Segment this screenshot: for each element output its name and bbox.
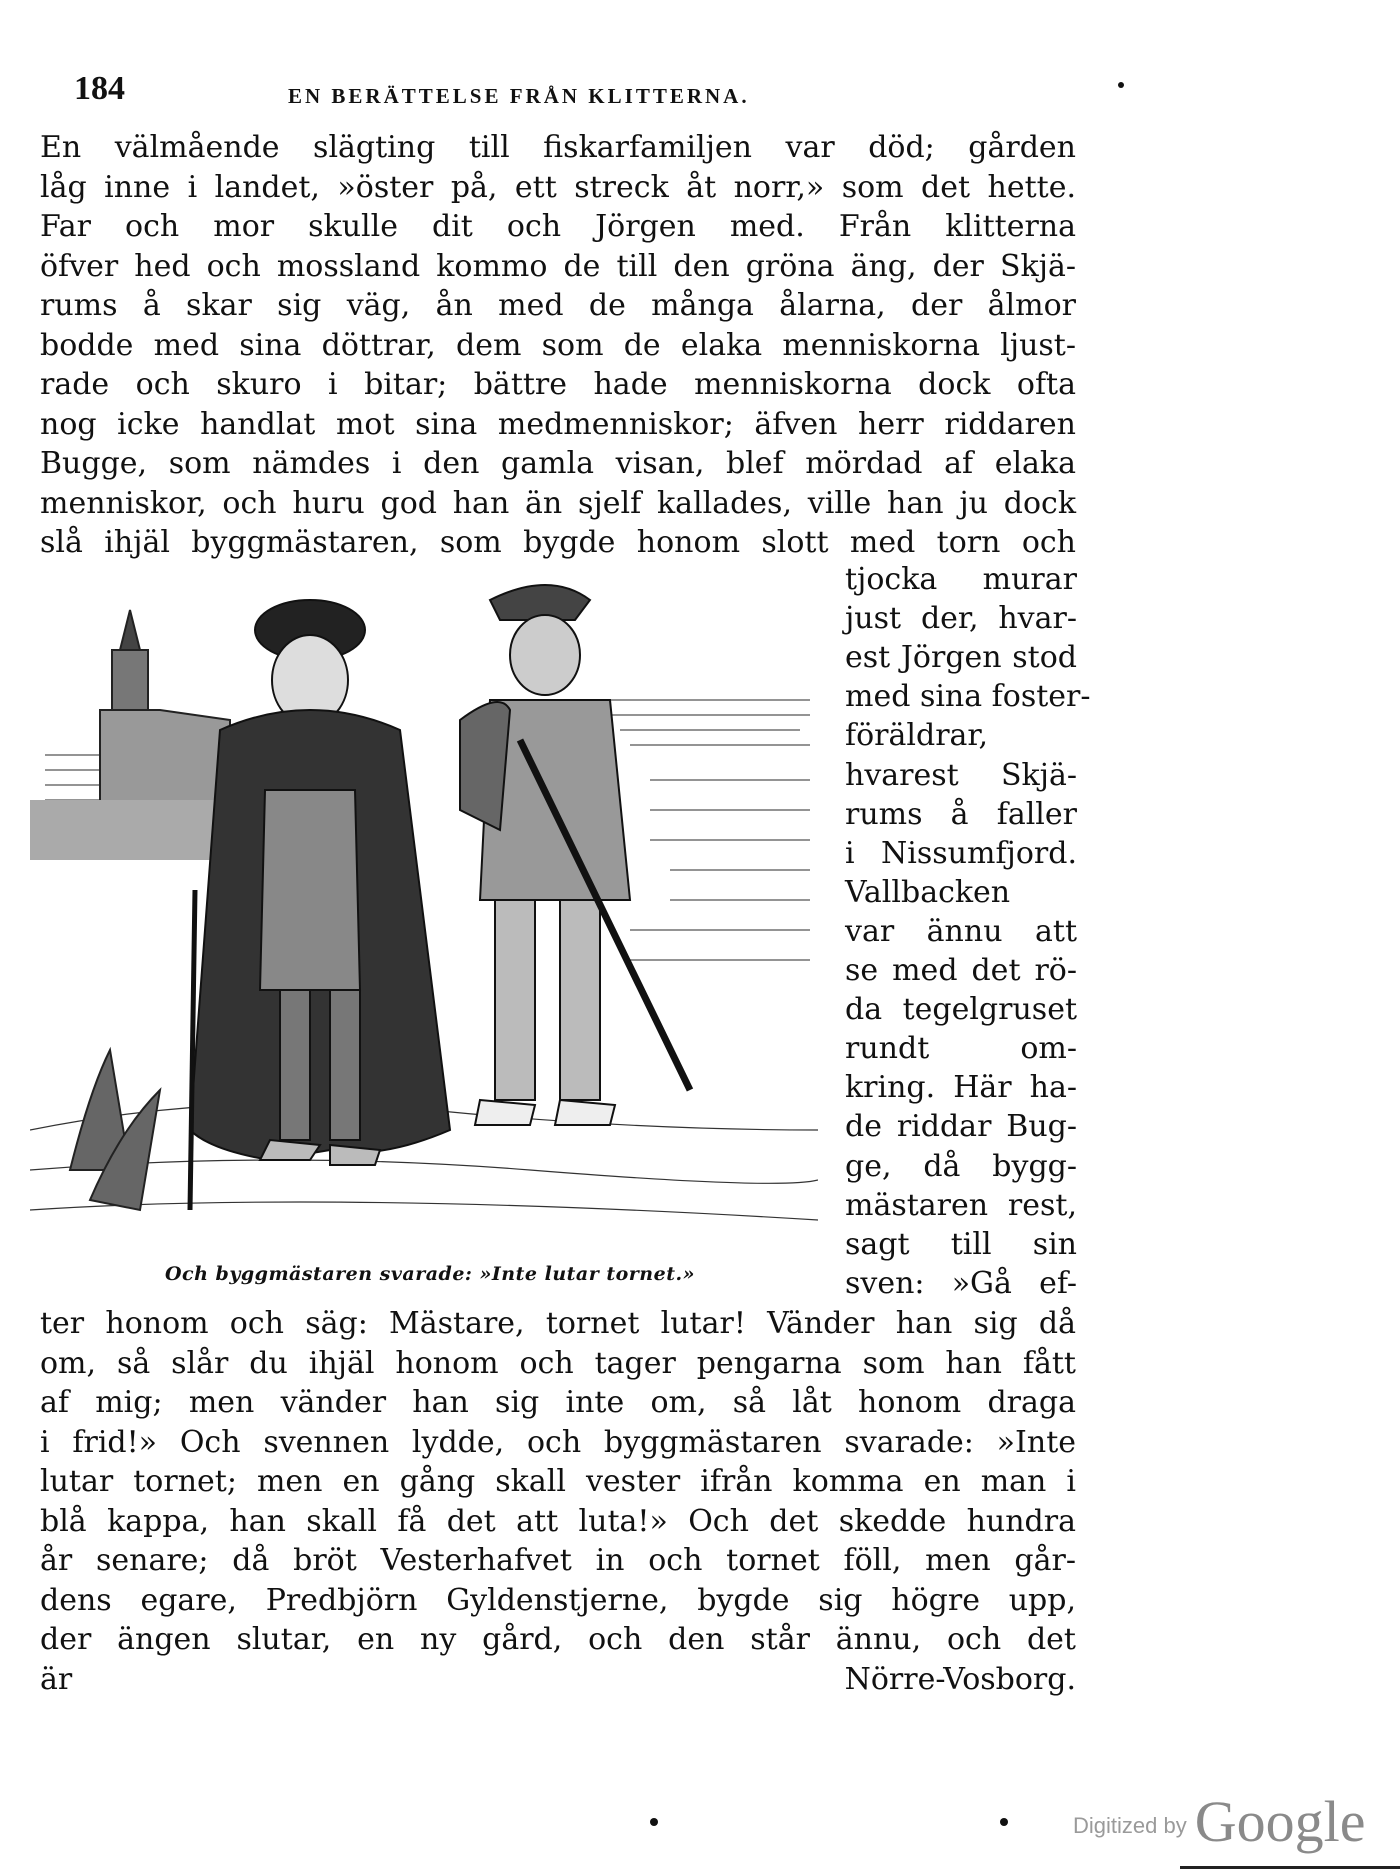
text-line: tjocka murar — [845, 562, 1077, 597]
page-edge-rule — [1180, 1866, 1400, 1869]
text-line: Bugge, som nämdes i den gamla visan, blef mördad af elaka — [40, 446, 1076, 481]
text-line: sven: »Gå ef- — [845, 1265, 1077, 1301]
edge-dot — [1118, 82, 1124, 88]
text-line: hvarest Skjä- — [845, 757, 1077, 793]
text-line: rums å faller — [845, 796, 1077, 832]
google-logo: Google — [1194, 1789, 1366, 1854]
text-line: med sina foster- — [845, 679, 1091, 715]
text-line: de riddar Bug- — [845, 1109, 1077, 1145]
text-line: menniskor, och huru god han än sjelf kallades, ville han ju dock — [40, 485, 1076, 521]
text-line: da tegelgruset — [845, 992, 1077, 1028]
text-line: öfver hed och mossland kommo de till den gröna äng, der Skjä- — [40, 248, 1076, 284]
text-line: Far och mor skulle dit och Jörgen med. Från klitterna — [40, 209, 1076, 244]
text-line: rade och skuro i bitar; bättre hade menniskorna dock ofta — [40, 367, 1076, 402]
text-line: est Jörgen stod — [845, 640, 1077, 676]
text-line: lutar tornet; men en gång skall vester ifrån komma en man i — [40, 1464, 1076, 1499]
text-line: var ännu att — [845, 913, 1077, 949]
page-header — [74, 70, 1134, 120]
footer-dot-right — [1000, 1818, 1008, 1826]
text-line: Vallbacken — [845, 874, 1011, 910]
text-line: rums å skar sig väg, ån med de många ålarna, der ålmor — [40, 288, 1076, 323]
running-title: EN BERÄTTELSE FRÅN KLITTERNA. — [288, 84, 750, 108]
text-line: ge, då bygg- — [845, 1148, 1077, 1184]
text-line: om, så slår du ihjäl honom och tager pengarna som han fått — [40, 1345, 1076, 1381]
text-line: se med det rö- — [845, 953, 1077, 988]
text-line: der ängen slutar, en ny gård, och den står ännu, och det — [40, 1622, 1076, 1657]
text-line: dens egare, Predbjörn Gyldenstjerne, bygde sig högre upp, — [40, 1582, 1076, 1618]
text-line: af mig; men vänder han sig inte om, så låt honom draga — [40, 1385, 1076, 1420]
text-line: slå ihjäl byggmästaren, som bygde honom slott med torn och — [40, 525, 1076, 560]
text-line: bodde med sina döttrar, dem som de elaka menniskorna ljust- — [40, 327, 1076, 363]
text-line: kring. Här ha- — [845, 1070, 1077, 1106]
text-line: ter honom och säg: Mästare, tornet lutar! Vänder han sig då — [40, 1306, 1076, 1341]
text-line: En välmående slägting till fiskarfamiljen var död; gården — [40, 130, 1076, 165]
text-line: blå kappa, han skall få det att luta!» Och det skedde hundra — [40, 1503, 1076, 1539]
watermark-prefix: Digitized by — [1073, 1813, 1187, 1838]
text-line: rundt om- — [845, 1031, 1077, 1067]
woodcut-illustration — [30, 570, 818, 1240]
illustration-caption: Och byggmästaren svarade: »Inte lutar tornet.» — [165, 1263, 695, 1285]
text-line: mästaren rest, — [845, 1187, 1077, 1223]
text-line: är Nörre-Vosborg. — [40, 1661, 1076, 1697]
text-line: föräldrar, — [845, 718, 988, 754]
page-number: 184 — [74, 70, 125, 107]
footer-dot-left — [650, 1818, 658, 1826]
text-line: just der, hvar- — [845, 601, 1077, 637]
text-line: låg inne i landet, »öster på, ett streck åt norr,» som det hette. — [40, 169, 1076, 205]
digitized-by-google-watermark — [1073, 1788, 1366, 1854]
text-line: år senare; då bröt Vesterhafvet in och tornet föll, men går- — [40, 1543, 1076, 1578]
text-line: i frid!» Och svennen lydde, och byggmästaren svarade: »Inte — [40, 1424, 1076, 1460]
text-line: i Nissumfjord. — [845, 835, 1077, 871]
text-line: nog icke handlat mot sina medmenniskor; äfven herr riddaren — [40, 406, 1076, 442]
text-line: sagt till sin — [845, 1226, 1077, 1262]
